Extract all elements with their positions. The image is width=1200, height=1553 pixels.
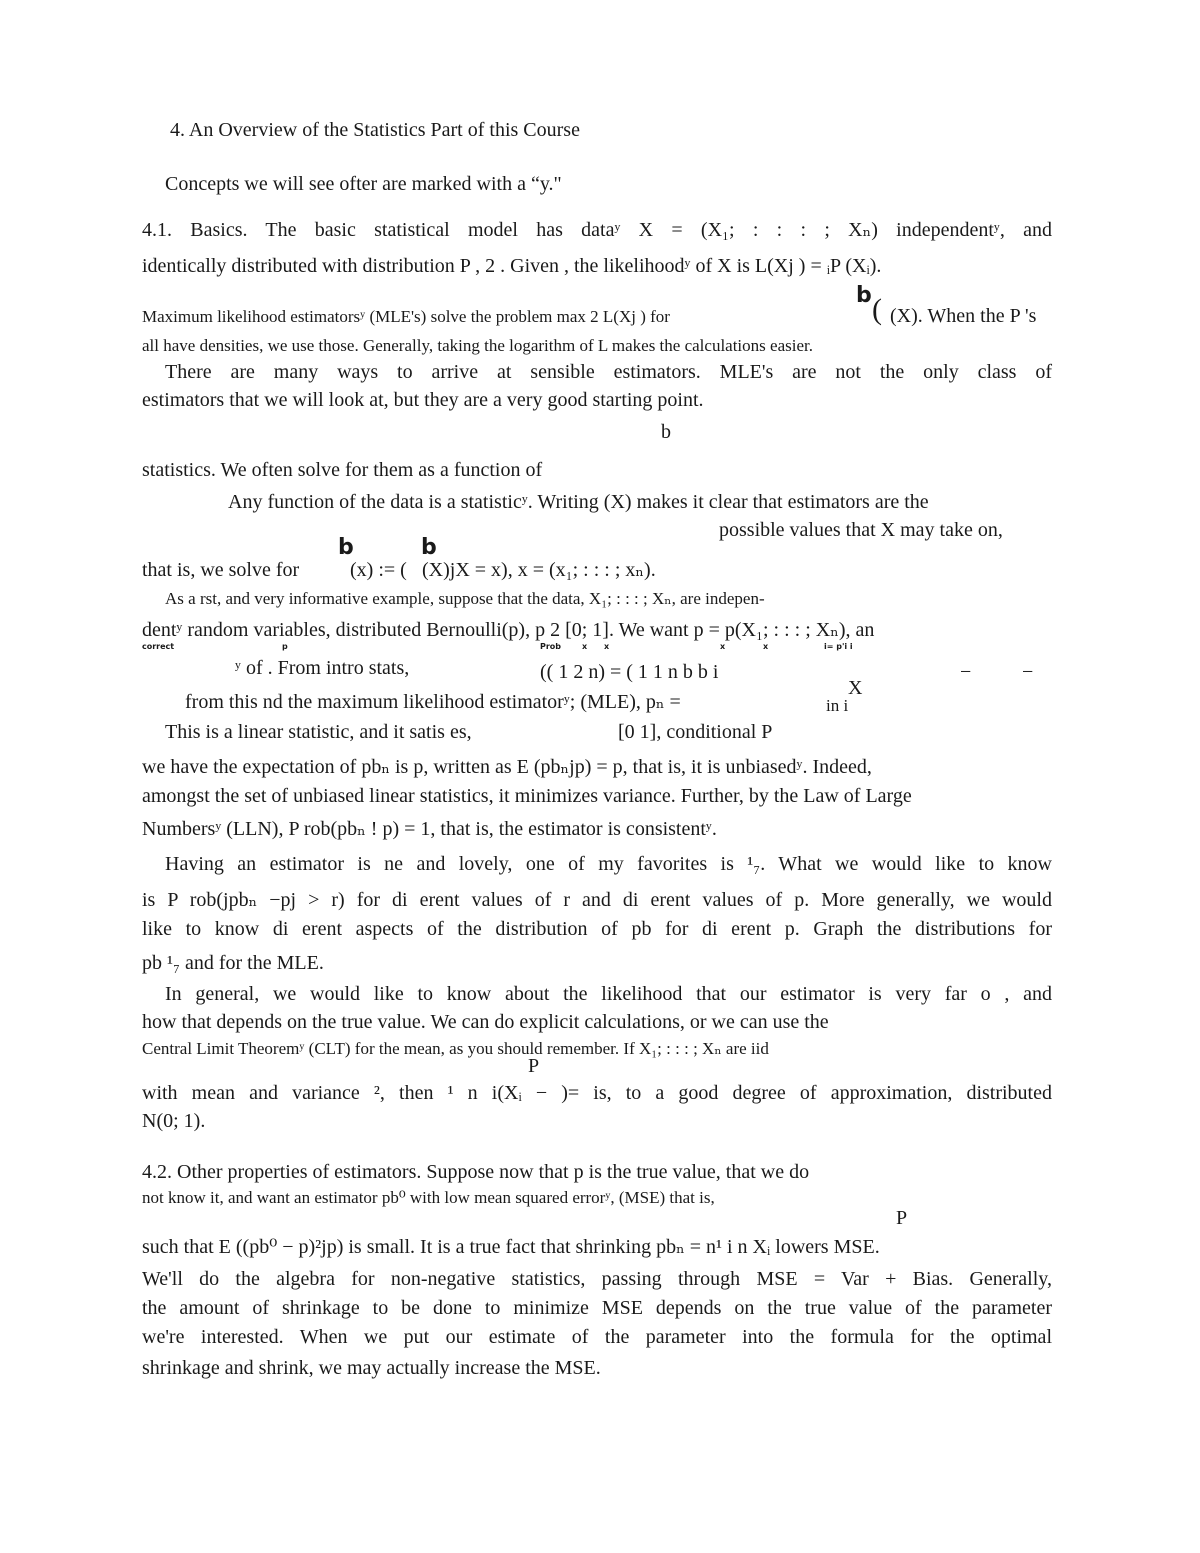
text-line: we're interested. When we put our estimate of the parameter into the formula for the optimal	[142, 1326, 1052, 1348]
intro-text: Concepts we will see ofter are marked with a “y."	[165, 173, 562, 195]
text-fragment: P	[896, 1207, 908, 1229]
text-line: like to know di erent aspects of the distribution of pb for di erent p. Graph the distributions for	[142, 918, 1052, 940]
tiny-label: p	[282, 642, 288, 651]
hat-b-small: b	[661, 421, 671, 443]
text-line: amongst the set of unbiased linear statistics, it minimizes variance. Further, by the Law of Large	[142, 785, 912, 807]
tiny-label: x	[720, 642, 726, 651]
text-fragment: (( 1 2 n) = ( 1 1 n b b i	[540, 661, 719, 683]
text-fragment: (x) := (	[350, 559, 407, 581]
section-heading: 4. An Overview of the Statistics Part of this Course	[170, 119, 580, 141]
text-line: that is, we solve for	[142, 559, 300, 581]
text-line: Maximum likelihood estimatorsʸ (MLE's) solve the problem max 2 L(Xj ) for	[142, 307, 670, 326]
text-line: Central Limit Theoremʸ (CLT) for the mean, as you should remember. If X₁; : : : ; Xₙ are iid	[142, 1039, 769, 1058]
text-fragment: in i	[826, 696, 849, 715]
tiny-label: x	[604, 642, 610, 651]
tiny-label: x	[763, 642, 769, 651]
text-line: such that E ((pb⁰ − p)²jp) is small. It is a true fact that shrinking pbₙ = n¹ i n Xᵢ lowers MSE.	[142, 1236, 880, 1258]
text-line: shrinkage and shrink, we may actually increase the MSE.	[142, 1357, 601, 1379]
tiny-label: x	[582, 642, 588, 651]
paren-large: (	[872, 293, 882, 326]
hat-b: b	[856, 283, 872, 308]
text-line: As a rst, and very informative example, suppose that the data, X₁; : : : ; Xₙ, are indepen-	[165, 589, 765, 608]
text-line: how that depends on the true value. We can do explicit calculations, or we can use the	[142, 1011, 829, 1033]
text-line: We'll do the algebra for non-negative statistics, passing through MSE = Var + Bias. Generally,	[142, 1268, 1052, 1290]
text-line: There are many ways to arrive at sensible estimators. MLE's are not the only class of	[165, 361, 1052, 383]
text-line: Any function of the data is a statisticʸ. Writing (X) makes it clear that estimators are the	[228, 491, 929, 513]
minus-sign: −	[1022, 661, 1034, 683]
text-line: from this nd the maximum likelihood estimatorʸ; (MLE), pₙ =	[185, 691, 681, 713]
text-line: ʸ of . From intro stats,	[235, 657, 410, 679]
text-line: This is a linear statistic, and it satis es,	[165, 721, 472, 743]
text-line: dentʸ random variables, distributed Bernoulli(p), p 2 [0; 1]. We want p = p(X₁; : : : ; Xₙ), an	[142, 619, 875, 641]
tiny-label: i= p'i i	[824, 642, 853, 651]
text-fragment: (X)jX = x), x = (x₁; : : : ; xₙ).	[422, 559, 656, 581]
tiny-label: correct	[142, 642, 175, 651]
hat-b: b	[338, 535, 354, 560]
text-line: N(0; 1).	[142, 1110, 206, 1132]
tiny-label: Prob	[540, 642, 562, 651]
text-line: possible values that X may take on,	[719, 519, 1003, 541]
text-line: Numbersʸ (LLN), P rob(pbₙ ! p) = 1, that is, the estimator is consistentʸ.	[142, 818, 717, 840]
text-line: (X). When the P 's	[890, 305, 1037, 327]
text-line: all have densities, we use those. Generally, taking the logarithm of L makes the calculations easier.	[142, 336, 813, 355]
text-line: not know it, and want an estimator pb⁰ with low mean squared errorʸ, (MSE) that is,	[142, 1188, 715, 1207]
text-line: with mean and variance ², then ¹ n i(Xᵢ − )= is, to a good degree of approximation, distributed	[142, 1082, 1052, 1104]
text-line: Having an estimator is ne and lovely, one of my favorites is ¹₇. What we would like to know	[165, 853, 1052, 875]
text-line: is P rob(jpbₙ −pj > r) for di erent values of r and di erent values of p. More generally, we would	[142, 889, 1052, 911]
text-line: 4.2. Other properties of estimators. Suppose now that p is the true value, that we do	[142, 1161, 810, 1183]
text-line: estimators that we will look at, but they are a very good starting point.	[142, 389, 704, 411]
text-line: statistics. We often solve for them as a function of	[142, 459, 543, 481]
hat-b: b	[421, 535, 437, 560]
text-fragment: P	[528, 1055, 540, 1077]
text-line: In general, we would like to know about the likelihood that our estimator is very far o , and	[165, 983, 1052, 1005]
text-line: identically distributed with distribution P , 2 . Given , the likelihoodʸ of X is L(Xj ) = ᵢP (Xᵢ).	[142, 255, 882, 277]
text-fragment: X	[848, 677, 863, 699]
text-line: pb ¹₇ and for the MLE.	[142, 952, 324, 974]
text-line: the amount of shrinkage to be done to minimize MSE depends on the true value of the parameter	[142, 1297, 1052, 1319]
minus-sign: −	[960, 661, 972, 683]
text-line: 4.1. Basics. The basic statistical model has dataʸ X = (X₁; : : : ; Xₙ) independentʸ, and	[142, 219, 1052, 241]
text-fragment: [0 1], conditional P	[618, 721, 773, 743]
text-line: we have the expectation of pbₙ is p, written as E (pbₙjp) = p, that is, it is unbiasedʸ. Indeed,	[142, 756, 872, 778]
